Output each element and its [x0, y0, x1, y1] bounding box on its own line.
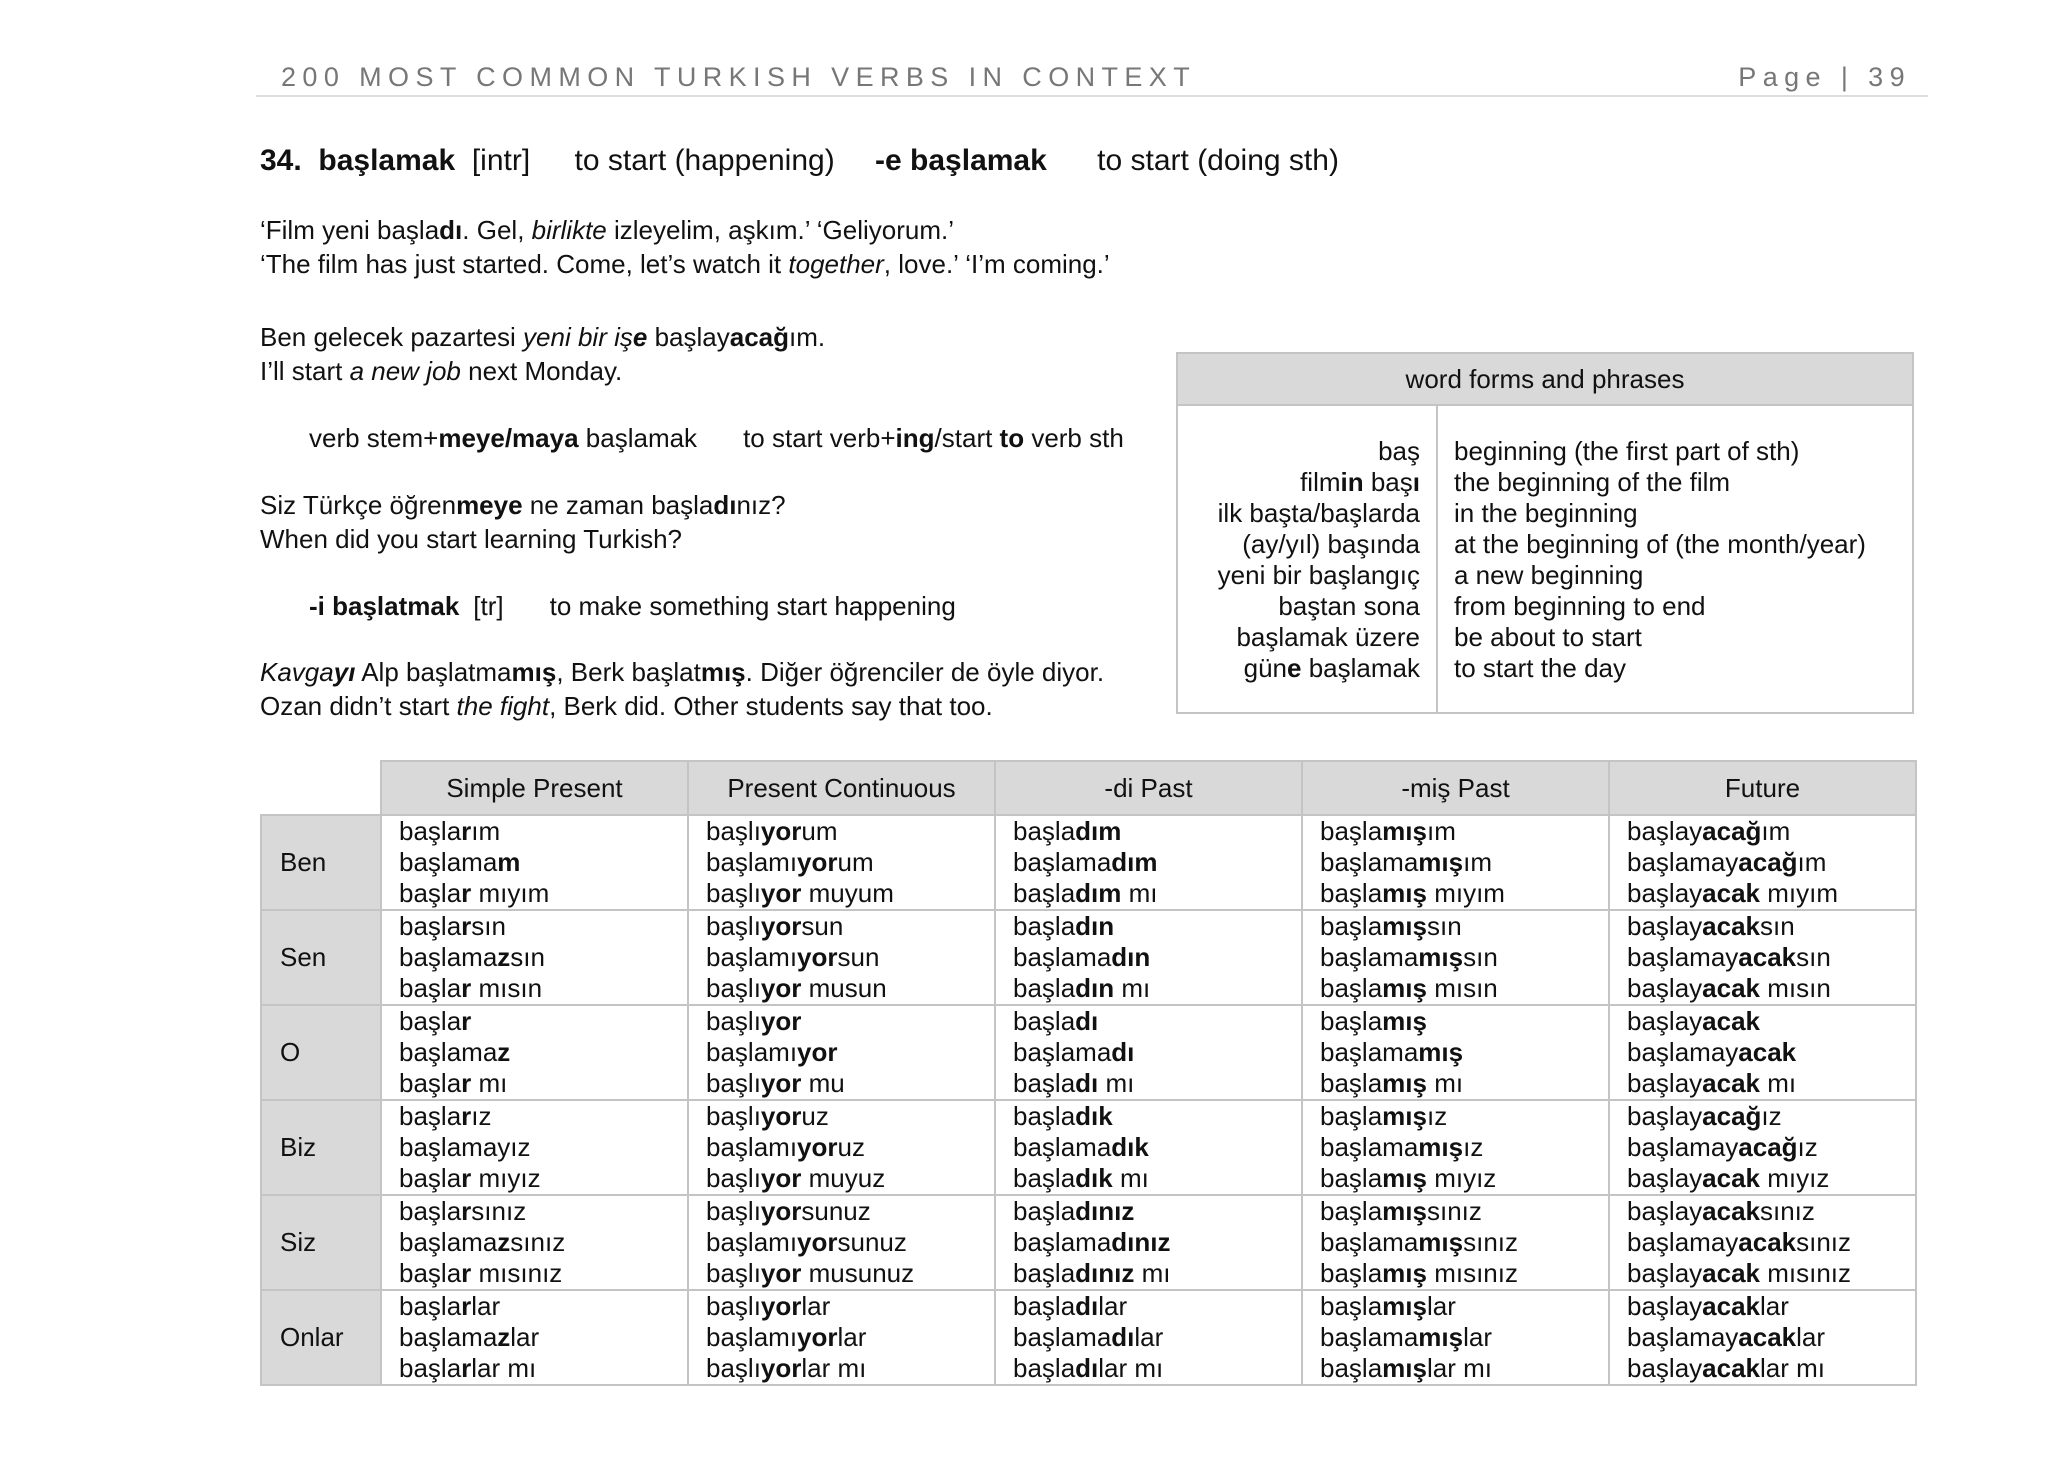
conjugation-cell [995, 1290, 1302, 1385]
word-form-ilk-basta: ilk başta/başlarda [1217, 498, 1420, 528]
verb-form: başlar mı [399, 1068, 508, 1098]
table-corner [261, 761, 381, 815]
example-1-turkish: ‘Film yeni başladı. Gel, birlikte izleyelim, aşkım.’ ‘Geliyorum.’ [260, 215, 954, 245]
verb-form: başlamadınız [1013, 1227, 1171, 1257]
verb-form: başlayacağım [1627, 816, 1791, 846]
verb-form: başladım [1013, 816, 1122, 846]
example-4-english: Ozan didn’t start the fight, Berk did. Other students say that too. [260, 691, 993, 721]
example-3-turkish: Siz Türkçe öğrenmeye ne zaman başladınız? [260, 490, 786, 520]
verb-form: başlarız [399, 1101, 492, 1131]
verb-form: başlayacaksınız [1627, 1196, 1815, 1226]
table-row [261, 1195, 1916, 1290]
verb-form: başlamış mıyız [1320, 1163, 1497, 1193]
column-header-mis-past: -miş Past [1302, 761, 1609, 815]
word-forms-turkish-column [1178, 406, 1438, 712]
verb-form: başlıyorum [706, 816, 838, 846]
conjugation-cell [381, 1100, 688, 1195]
verb-form: başlayacaksın [1627, 911, 1795, 941]
verb-form: başlayacak mısınız [1627, 1258, 1852, 1288]
verb-form: başlamadın [1013, 942, 1151, 972]
conjugation-cell [1609, 1195, 1916, 1290]
example-2-turkish: Ben gelecek pazartesi yeni bir işe başlayacağım. [260, 322, 826, 352]
conjugation-cell [1302, 1195, 1609, 1290]
pronoun-cell: O [261, 1005, 381, 1100]
pronoun-cell: Sen [261, 910, 381, 1005]
conjugation-cell [995, 1005, 1302, 1100]
entry-phrase-meaning: to start (doing sth) [1097, 144, 1339, 177]
verb-form: başlamışız [1320, 1101, 1448, 1131]
pattern-meye-maya: verb stem+meye/maya başlamak to start verb+ing/start to verb sth [309, 423, 1124, 453]
word-form-ay-yil-basinda: (ay/yıl) başında [1242, 529, 1420, 559]
verb-form: başladı [1013, 1006, 1099, 1036]
verb-form: başladınız mı [1013, 1258, 1171, 1288]
verb-form: başladık [1013, 1101, 1113, 1131]
verb-form: başlar mısınız [399, 1258, 563, 1288]
verb-form: başlıyor mu [706, 1068, 845, 1098]
word-form-bas: baş [1378, 436, 1420, 466]
entry-tag: [intr] [471, 144, 531, 177]
verb-form: başlayacaklar mı [1627, 1353, 1825, 1383]
verb-form: başlamayacağız [1627, 1132, 1818, 1162]
conjugation-cell [1609, 1100, 1916, 1195]
word-form-yeni-bir-baslangic: yeni bir başlangıç [1217, 560, 1420, 590]
verb-form: başlamayacaksın [1627, 942, 1831, 972]
verb-form: başlamazsınız [399, 1227, 566, 1257]
verb-form: başlayacaklar [1627, 1291, 1789, 1321]
verb-form: başlamıyoruz [706, 1132, 865, 1162]
verb-form: başlamayacağım [1627, 847, 1827, 877]
verb-form: başlamadılar [1013, 1322, 1164, 1352]
verb-form: başlamışlar [1320, 1291, 1456, 1321]
word-form-bastan-sona: baştan sona [1278, 591, 1420, 621]
verb-form: başlamadı [1013, 1037, 1135, 1067]
verb-form: başladı mı [1013, 1068, 1135, 1098]
conjugation-cell [1302, 1100, 1609, 1195]
verb-form: başladın [1013, 911, 1115, 941]
conjugation-cell [995, 1195, 1302, 1290]
verb-form: başlamadım [1013, 847, 1158, 877]
entry-phrase: -e başlamak [875, 144, 1047, 177]
conjugation-cell [688, 1005, 995, 1100]
word-form-meaning: to start the day [1454, 653, 1626, 683]
conjugation-cell [381, 815, 688, 910]
verb-form: başlamazsın [399, 942, 545, 972]
verb-form: başlayacak mısın [1627, 973, 1831, 1003]
verb-form: başlar mıyız [399, 1163, 541, 1193]
verb-form: başlayacağız [1627, 1101, 1782, 1131]
verb-form: başlamıyorlar [706, 1322, 867, 1352]
verb-form: başladın mı [1013, 973, 1151, 1003]
conjugation-cell [688, 1195, 995, 1290]
verb-form: başlamışsın [1320, 911, 1462, 941]
verb-form: başlıyor musunuz [706, 1258, 915, 1288]
conjugation-cell [1609, 1290, 1916, 1385]
header-rule [256, 95, 1928, 97]
verb-form: başlarsınız [399, 1196, 527, 1226]
word-form-meaning: a new beginning [1454, 560, 1644, 590]
verb-form: başlamıyorsunuz [706, 1227, 907, 1257]
example-2-english: I’ll start a new job next Monday. [260, 356, 623, 386]
verb-form: başlıyorsun [706, 911, 844, 941]
verb-form: başladınız [1013, 1196, 1135, 1226]
conjugation-cell [1609, 1005, 1916, 1100]
example-1-english: ‘The film has just started. Come, let’s watch it together, love.’ ‘I’m coming.’ [260, 249, 1110, 279]
verb-form: başlamışsınız [1320, 1196, 1482, 1226]
table-row [261, 1005, 1916, 1100]
verb-form: başlar mısın [399, 973, 543, 1003]
entry-number: 34. [260, 144, 302, 177]
conjugation-table [260, 760, 1917, 1386]
table-row [261, 910, 1916, 1005]
verb-form: başlamıyorum [706, 847, 874, 877]
conjugation-cell [688, 1100, 995, 1195]
verb-form: başlayacak [1627, 1006, 1760, 1036]
entry-heading [260, 144, 1339, 178]
conjugation-cell [688, 910, 995, 1005]
table-row [261, 1290, 1916, 1385]
verb-form: başlamış [1320, 1006, 1427, 1036]
verb-form: başlamışlar mı [1320, 1353, 1492, 1383]
verb-form: başlamış mısınız [1320, 1258, 1518, 1288]
verb-form: başlamayacaklar [1627, 1322, 1826, 1352]
conjugation-cell [1609, 815, 1916, 910]
verb-form: başlamamışız [1320, 1132, 1484, 1162]
example-4-turkish: Kavgayı Alp başlatmamış, Berk başlatmış. Diğer öğrenciler de öyle diyor. [260, 657, 1105, 687]
verb-form: başlamamışsınız [1320, 1227, 1519, 1257]
verb-form: başladım mı [1013, 878, 1158, 908]
table-row [261, 815, 1916, 910]
book-title: 200 MOST COMMON TURKISH VERBS IN CONTEXT [281, 62, 1197, 92]
verb-form: başlıyor muyum [706, 878, 894, 908]
verb-form: başlar mıyım [399, 878, 550, 908]
conjugation-cell [381, 1195, 688, 1290]
verb-form: başlamış mıyım [1320, 878, 1505, 908]
verb-form: başlarsın [399, 911, 506, 941]
conjugation-cell [1302, 1005, 1609, 1100]
verb-form: başladık mı [1013, 1163, 1149, 1193]
verb-form: başlamıyor [706, 1037, 838, 1067]
table-row [261, 1100, 1916, 1195]
verb-form: başlarım [399, 816, 501, 846]
verb-form: başlamışım [1320, 816, 1456, 846]
word-forms-title: word forms and phrases [1178, 354, 1912, 406]
word-form-meaning: be about to start [1454, 622, 1642, 652]
column-header-di-past: -di Past [995, 761, 1302, 815]
verb-form: başlar [399, 1006, 472, 1036]
word-forms-box [1176, 352, 1914, 714]
word-form-baslamak-uzere: başlamak üzere [1236, 622, 1420, 652]
pattern-baslatmak: -i başlatmak [tr] to make something start happening [309, 591, 956, 621]
conjugation-cell [381, 1290, 688, 1385]
conjugation-cell [1302, 815, 1609, 910]
verb-form: başlamaz [399, 1037, 511, 1067]
verb-form: başlamayacaksınız [1627, 1227, 1852, 1257]
word-form-filmin-basi: filmin başı [1300, 467, 1420, 497]
verb-form: başlıyor musun [706, 973, 887, 1003]
verb-form: başlıyorlar mı [706, 1353, 867, 1383]
conjugation-cell [995, 1100, 1302, 1195]
verb-form: başlarlar [399, 1291, 501, 1321]
verb-form: başlarlar mı [399, 1353, 537, 1383]
verb-form: başlayacak mıyız [1627, 1163, 1830, 1193]
word-form-meaning: beginning (the first part of sth) [1454, 436, 1800, 466]
conjugation-cell [1609, 910, 1916, 1005]
pronoun-cell: Siz [261, 1195, 381, 1290]
conjugation-cell [995, 910, 1302, 1005]
verb-form: başlıyoruz [706, 1101, 829, 1131]
column-header-present-continuous: Present Continuous [688, 761, 995, 815]
verb-form: başlamamışlar [1320, 1322, 1492, 1352]
verb-form: başlamazlar [399, 1322, 540, 1352]
verb-form: başlamamış [1320, 1037, 1464, 1067]
conjugation-header-row [261, 761, 1916, 815]
verb-form: başlıyor [706, 1006, 802, 1036]
conjugation-cell [688, 815, 995, 910]
entry-verb: başlamak [318, 144, 456, 177]
conjugation-cell [381, 910, 688, 1005]
word-forms-english-column [1438, 406, 1912, 712]
verb-form: başlamış mısın [1320, 973, 1498, 1003]
verb-form: başladılar [1013, 1291, 1128, 1321]
entry-meaning: to start (happening) [574, 144, 835, 177]
verb-form: başlamıyorsun [706, 942, 880, 972]
verb-form: başlıyor muyuz [706, 1163, 886, 1193]
word-form-meaning: in the beginning [1454, 498, 1638, 528]
verb-form: başlamamışım [1320, 847, 1492, 877]
conjugation-cell [995, 815, 1302, 910]
verb-form: başladılar mı [1013, 1353, 1164, 1383]
column-header-future: Future [1609, 761, 1916, 815]
word-form-meaning: the beginning of the film [1454, 467, 1731, 497]
verb-form: başlamış mı [1320, 1068, 1464, 1098]
verb-form: başlamamışsın [1320, 942, 1498, 972]
conjugation-cell [1302, 910, 1609, 1005]
conjugation-cell [688, 1290, 995, 1385]
verb-form: başlamayacak [1627, 1037, 1797, 1067]
pronoun-cell: Onlar [261, 1290, 381, 1385]
word-form-meaning: from beginning to end [1454, 591, 1706, 621]
verb-form: başlayacak mıyım [1627, 878, 1838, 908]
word-form-gune-baslamak: güne başlamak [1243, 653, 1420, 683]
verb-form: başlamadık [1013, 1132, 1149, 1162]
conjugation-cell [381, 1005, 688, 1100]
pronoun-cell: Ben [261, 815, 381, 910]
pronoun-cell: Biz [261, 1100, 381, 1195]
verb-form: başlamam [399, 847, 521, 877]
verb-form: başlamayız [399, 1132, 531, 1162]
verb-form: başlıyorlar [706, 1291, 831, 1321]
word-form-meaning: at the beginning of (the month/year) [1454, 529, 1866, 559]
conjugation-cell [1302, 1290, 1609, 1385]
verb-form: başlayacak mı [1627, 1068, 1797, 1098]
verb-form: başlıyorsunuz [706, 1196, 871, 1226]
page-number: Page | 39 [1738, 62, 1911, 92]
example-3-english: When did you start learning Turkish? [260, 524, 682, 554]
column-header-simple-present: Simple Present [381, 761, 688, 815]
